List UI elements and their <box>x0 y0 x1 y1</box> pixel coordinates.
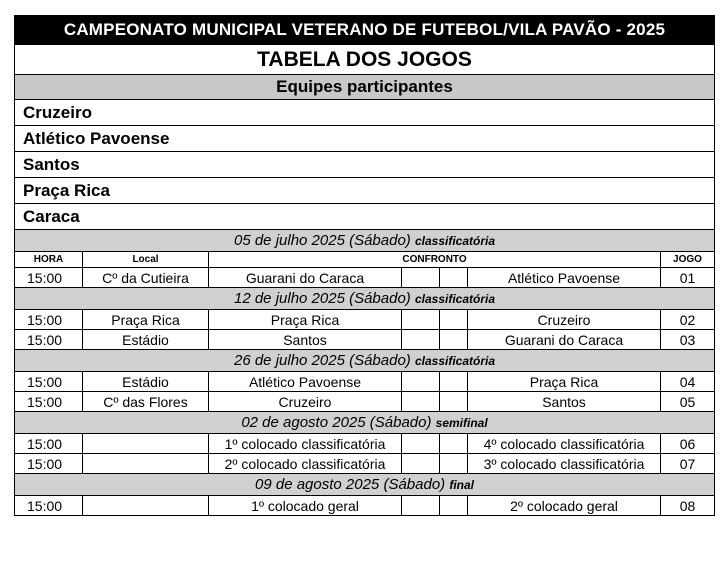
round-date-row <box>15 350 715 372</box>
game-away-team: Guarani do Caraca <box>468 330 661 350</box>
game-row <box>15 330 715 350</box>
away-score-cell <box>440 330 468 350</box>
away-score-cell <box>440 454 468 474</box>
game-away-team: Santos <box>468 392 661 412</box>
column-header-jogo: JOGO <box>661 252 715 268</box>
round-date-row <box>15 474 715 496</box>
schedule-sheet <box>14 15 714 516</box>
round-date-row <box>15 412 715 434</box>
game-away-team: 3º colocado classificatória <box>468 454 661 474</box>
home-score-cell <box>402 330 440 350</box>
game-home-team: Atlético Pavoense <box>209 372 402 392</box>
sheet-title: CAMPEONATO MUNICIPAL VETERANO DE FUTEBOL/VILA PAVÃO - 2025 <box>15 16 715 45</box>
home-score-cell <box>402 268 440 288</box>
game-time: 15:00 <box>15 310 83 330</box>
game-home-team: Guarani do Caraca <box>209 268 402 288</box>
game-time: 15:00 <box>15 434 83 454</box>
team-item: Praça Rica <box>15 178 715 204</box>
game-away-team: Cruzeiro <box>468 310 661 330</box>
game-away-team: 4º colocado classificatória <box>468 434 661 454</box>
game-home-team: 2º colocado classificatória <box>209 454 402 474</box>
game-row <box>15 372 715 392</box>
game-location <box>83 496 209 516</box>
game-location <box>83 454 209 474</box>
game-number: 02 <box>661 310 715 330</box>
away-score-cell <box>440 268 468 288</box>
game-away-team: Atlético Pavoense <box>468 268 661 288</box>
game-number: 05 <box>661 392 715 412</box>
game-number: 08 <box>661 496 715 516</box>
game-row <box>15 310 715 330</box>
team-item: Santos <box>15 152 715 178</box>
team-item: Caraca <box>15 204 715 230</box>
column-header-confronto: CONFRONTO <box>209 252 661 268</box>
game-row <box>15 496 715 516</box>
sheet-subtitle: TABELA DOS JOGOS <box>15 45 715 75</box>
game-location: Estádio <box>83 330 209 350</box>
round-date: 12 de julho 2025 (Sábado) <box>233 290 411 307</box>
game-location: Cº da Cutieira <box>83 268 209 288</box>
game-location: Estádio <box>83 372 209 392</box>
team-item: Atlético Pavoense <box>15 126 715 152</box>
round-date-row <box>15 288 715 310</box>
game-row <box>15 268 715 288</box>
round-phase: classificatória <box>414 292 496 306</box>
game-time: 15:00 <box>15 392 83 412</box>
game-location: Praça Rica <box>83 310 209 330</box>
round-phase: final <box>449 478 474 492</box>
game-row <box>15 454 715 474</box>
game-location <box>83 434 209 454</box>
game-number: 04 <box>661 372 715 392</box>
game-number: 03 <box>661 330 715 350</box>
game-row <box>15 392 715 412</box>
away-score-cell <box>440 496 468 516</box>
round-date-row <box>15 230 715 252</box>
teams-header: Equipes participantes <box>15 75 715 100</box>
game-time: 15:00 <box>15 330 83 350</box>
game-away-team: 2º colocado geral <box>468 496 661 516</box>
away-score-cell <box>440 372 468 392</box>
home-score-cell <box>402 454 440 474</box>
round-phase: classificatória <box>414 234 496 248</box>
column-header-hora: HORA <box>15 252 83 268</box>
round-date: 26 de julho 2025 (Sábado) <box>233 352 411 369</box>
game-number: 06 <box>661 434 715 454</box>
away-score-cell <box>440 310 468 330</box>
away-score-cell <box>440 434 468 454</box>
round-date: 05 de julho 2025 (Sábado) <box>233 232 411 249</box>
game-time: 15:00 <box>15 372 83 392</box>
home-score-cell <box>402 496 440 516</box>
game-location: Cº das Flores <box>83 392 209 412</box>
home-score-cell <box>402 310 440 330</box>
game-time: 15:00 <box>15 496 83 516</box>
column-header-local: Local <box>83 252 209 268</box>
game-number: 01 <box>661 268 715 288</box>
away-score-cell <box>440 392 468 412</box>
home-score-cell <box>402 392 440 412</box>
home-score-cell <box>402 434 440 454</box>
home-score-cell <box>402 372 440 392</box>
game-home-team: Praça Rica <box>209 310 402 330</box>
game-home-team: Cruzeiro <box>209 392 402 412</box>
game-time: 15:00 <box>15 454 83 474</box>
game-home-team: Santos <box>209 330 402 350</box>
game-row <box>15 434 715 454</box>
round-date: 09 de agosto 2025 (Sábado) <box>255 476 446 493</box>
game-number: 07 <box>661 454 715 474</box>
round-date: 02 de agosto 2025 (Sábado) <box>241 414 432 431</box>
game-home-team: 1º colocado geral <box>209 496 402 516</box>
game-away-team: Praça Rica <box>468 372 661 392</box>
team-item: Cruzeiro <box>15 100 715 126</box>
schedule-table <box>14 15 715 516</box>
game-home-team: 1º colocado classificatória <box>209 434 402 454</box>
round-phase: classificatória <box>414 354 496 368</box>
round-phase: semifinal <box>435 416 488 430</box>
game-time: 15:00 <box>15 268 83 288</box>
